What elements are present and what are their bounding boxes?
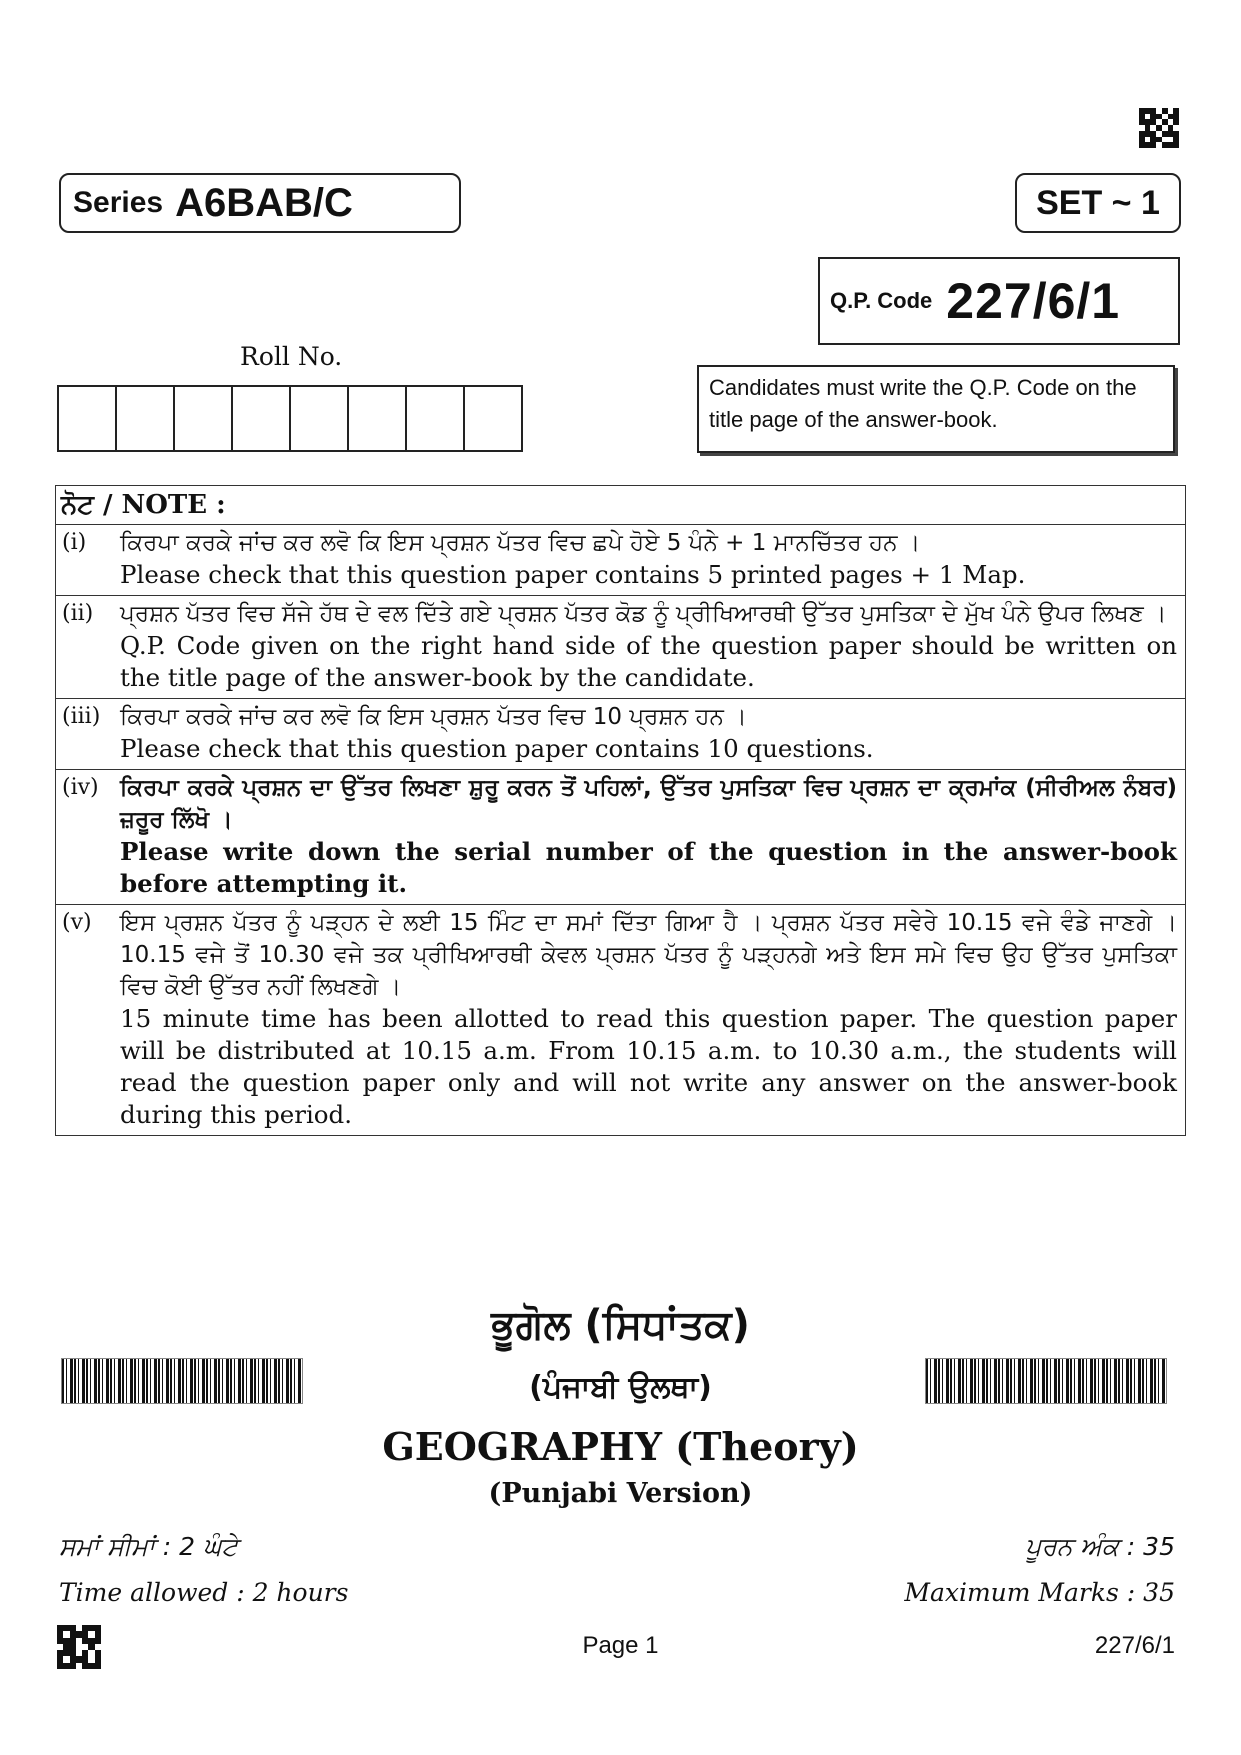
footer-code: 227/6/1 bbox=[1094, 1632, 1175, 1659]
candidates-notice: Candidates must write the Q.P. Code on the title page of the answer-book. bbox=[697, 365, 1175, 453]
note-item-punjabi: ਕਿਰਪਾ ਕਰਕੇ ਜਾਂਚ ਕਰ ਲਵੋ ਕਿ ਇਸ ਪ੍ਰਸ਼ਨ ਪੱਤਰ ਵਿਚ 10 ਪ੍ਰਸ਼ਨ ਹਨ । bbox=[120, 704, 747, 730]
note-item-punjabi: ਇਸ ਪ੍ਰਸ਼ਨ ਪੱਤਰ ਨੂੰ ਪੜ੍ਹਨ ਦੇ ਲਈ 15 ਮਿੰਟ ਦਾ ਸਮਾਂ ਦਿੱਤਾ ਗਿਆ ਹੈ । ਪ੍ਰਸ਼ਨ ਪੱਤਰ ਸਵੇਰੇ 10.15 ਵਜੇ ਵੰਡੇ ਜਾਣਗੇ । 10.15 ਵਜੇ ਤੋਂ 10.30 ਵਜੇ ਤਕ ਪ੍ਰੀਖਿਆਰਥੀ ਕੇਵਲ ਪ੍ਰਸ਼ਨ ਪੱਤਰ ਨੂੰ ਪੜ੍ਹਨਗੇ ਅਤੇ ਇਸ ਸਮੇ ਵਿਚ ਉਹ ਉੱਤਰ ਪੁਸਤਿਕਾ ਵਿਚ ਕੋਈ ਉੱਤਰ ਨਹੀਂ ਲਿਖਣਗੇ । bbox=[120, 910, 1177, 1000]
note-item-number: (v) bbox=[62, 910, 92, 935]
series-label: Series bbox=[73, 186, 164, 219]
roll-no-cell[interactable] bbox=[233, 387, 291, 450]
note-item-punjabi: ਕਿਰਪਾ ਕਰਕੇ ਪ੍ਰਸ਼ਨ ਦਾ ਉੱਤਰ ਲਿਖਣਾ ਸ਼ੁਰੂ ਕਰਨ ਤੋਂ ਪਹਿਲਾਂ, ਉੱਤਰ ਪੁਸਤਿਕਾ ਵਿਚ ਪ੍ਰਸ਼ਨ ਦਾ ਕ੍ਰਮਾਂਕ (ਸੀਰੀਅਲ ਨੰਬਰ) ਜ਼ਰੂਰ ਲਿੱਖੋ । bbox=[120, 775, 1177, 833]
roll-no-grid[interactable] bbox=[57, 385, 523, 452]
note-item-english: 15 minute time has been allotted to read this question paper. The question paper will be distributed at 10.15 a.m. From 10.15 a.m. to 10.30 a.m., the students will read the question paper only and will not write any answer on the answer-book during this period. bbox=[120, 1004, 1177, 1129]
time-allowed-english: Time allowed : 2 hours bbox=[59, 1578, 349, 1607]
time-allowed-punjabi: ਸਮਾਂ ਸੀਮਾਂ : 2 ਘੰਟੇ bbox=[59, 1532, 238, 1561]
roll-no-cell[interactable] bbox=[291, 387, 349, 450]
note-box bbox=[55, 485, 1186, 1136]
note-item-english: Please check that this question paper contains 10 questions. bbox=[120, 734, 874, 763]
note-item bbox=[56, 904, 1185, 1135]
max-marks-english: Maximum Marks : 35 bbox=[904, 1578, 1175, 1607]
max-marks-punjabi: ਪੂਰਨ ਅੰਕ : 35 bbox=[1025, 1532, 1175, 1561]
set-box: SET ~ 1 bbox=[1015, 173, 1181, 233]
note-item bbox=[56, 769, 1185, 904]
version-punjabi: (ਪੰਜਾਬੀ ਉਲਥਾ) bbox=[529, 1370, 712, 1405]
roll-no-cell[interactable] bbox=[175, 387, 233, 450]
roll-no-label: Roll No. bbox=[240, 342, 343, 371]
note-item bbox=[56, 698, 1185, 769]
qp-code-value: 227/6/1 bbox=[946, 273, 1121, 329]
note-item-english: Please check that this question paper contains 5 printed pages + 1 Map. bbox=[120, 560, 1026, 589]
series-code: A6BAB/C bbox=[175, 180, 353, 225]
note-item-english: Q.P. Code given on the right hand side of the question paper should be written on the title page of the answer-book by the candidate. bbox=[120, 631, 1177, 692]
roll-no-cell[interactable] bbox=[349, 387, 407, 450]
roll-no-cell[interactable] bbox=[59, 387, 117, 450]
roll-no-cell[interactable] bbox=[407, 387, 465, 450]
qr-code-top bbox=[1139, 108, 1179, 148]
note-item-punjabi: ਕਿਰਪਾ ਕਰਕੇ ਜਾਂਚ ਕਰ ਲਵੋ ਕਿ ਇਸ ਪ੍ਰਸ਼ਨ ਪੱਤਰ ਵਿਚ ਛਪੇ ਹੋਏ 5 ਪੰਨੇ + 1 ਮਾਨਚਿੱਤਰ ਹਨ । bbox=[120, 530, 921, 556]
series-box bbox=[59, 173, 461, 233]
version-english: (Punjabi Version) bbox=[488, 1478, 753, 1509]
note-heading: ਨੋਟ / NOTE : bbox=[61, 490, 226, 520]
page-number: Page 1 bbox=[582, 1632, 659, 1659]
qp-code-label: Q.P. Code bbox=[830, 288, 933, 313]
note-item-number: (iv) bbox=[62, 775, 99, 800]
note-item-number: (i) bbox=[62, 530, 87, 555]
qp-code-box bbox=[818, 257, 1180, 345]
note-item-english: Please write down the serial number of the question in the answer-book before attempting it. bbox=[120, 837, 1177, 898]
note-item bbox=[56, 524, 1185, 595]
note-item-number: (ii) bbox=[62, 601, 94, 626]
note-item-number: (iii) bbox=[62, 704, 101, 729]
roll-no-cell[interactable] bbox=[117, 387, 175, 450]
note-item bbox=[56, 595, 1185, 698]
subject-title-english: GEOGRAPHY (Theory) bbox=[382, 1424, 859, 1469]
note-item-punjabi: ਪ੍ਰਸ਼ਨ ਪੱਤਰ ਵਿਚ ਸੱਜੇ ਹੱਥ ਦੇ ਵਲ ਦਿੱਤੇ ਗਏ ਪ੍ਰਸ਼ਨ ਪੱਤਰ ਕੋਡ ਨੂੰ ਪ੍ਰੀਖਿਆਰਥੀ ਉੱਤਰ ਪੁਸਤਿਕਾ ਦੇ ਮੁੱਖ ਪੰਨੇ ਉਪਰ ਲਿਖਣ । bbox=[120, 601, 1167, 627]
roll-no-cell[interactable] bbox=[465, 387, 521, 450]
subject-title-punjabi: ਭੂਗੋਲ (ਸਿਧਾਂਤਕ) bbox=[491, 1302, 750, 1348]
